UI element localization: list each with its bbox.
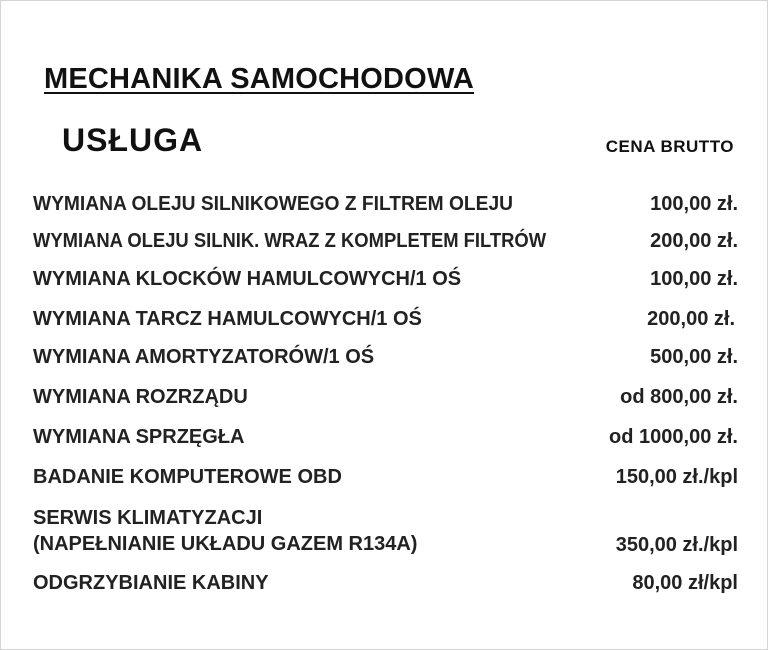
service-price: 150,00 zł./kpl [615, 466, 738, 488]
service-name: WYMIANA KLOCKÓW HAMULCOWYCH/1 OŚ [33, 268, 462, 290]
service-name: WYMIANA ROZRZĄDU [33, 386, 248, 408]
service-name: BADANIE KOMPUTEROWE OBD [33, 466, 342, 488]
service-name: WYMIANA SPRZĘGŁA [33, 426, 245, 448]
service-price: 80,00 zł/kpl [632, 572, 738, 594]
service-price: 200,00 zł. [650, 230, 738, 252]
service-price: 100,00 zł. [650, 193, 738, 215]
service-price: 350,00 zł./kpl [615, 534, 738, 556]
service-name: SERWIS KLIMATYZACJI [33, 507, 263, 529]
service-name-detail: (NAPEŁNIANIE UKŁADU GAZEM R134A) [33, 533, 418, 555]
service-name: WYMIANA AMORTYZATORÓW/1 OŚ [33, 346, 375, 368]
service-name: WYMIANA TARCZ HAMULCOWYCH/1 OŚ [33, 308, 422, 330]
service-price: 500,00 zł. [650, 346, 738, 368]
price-column-header: CENA BRUTTO [605, 137, 734, 156]
service-name: WYMIANA OLEJU SILNIKOWEGO Z FILTREM OLEJU [33, 193, 513, 215]
service-price: od 800,00 zł. [620, 386, 738, 408]
service-price: od 1000,00 zł. [609, 426, 738, 448]
service-name: WYMIANA OLEJU SILNIK. WRAZ Z KOMPLETEM FILTRÓW [33, 230, 547, 252]
page-title: MECHANIKA SAMOCHODOWA [44, 63, 475, 95]
service-price: 100,00 zł. [650, 268, 738, 290]
service-price: 200,00 zł. [647, 308, 735, 330]
service-name: ODGRZYBIANIE KABINY [33, 572, 269, 594]
service-column-header: USŁUGA [62, 122, 204, 158]
